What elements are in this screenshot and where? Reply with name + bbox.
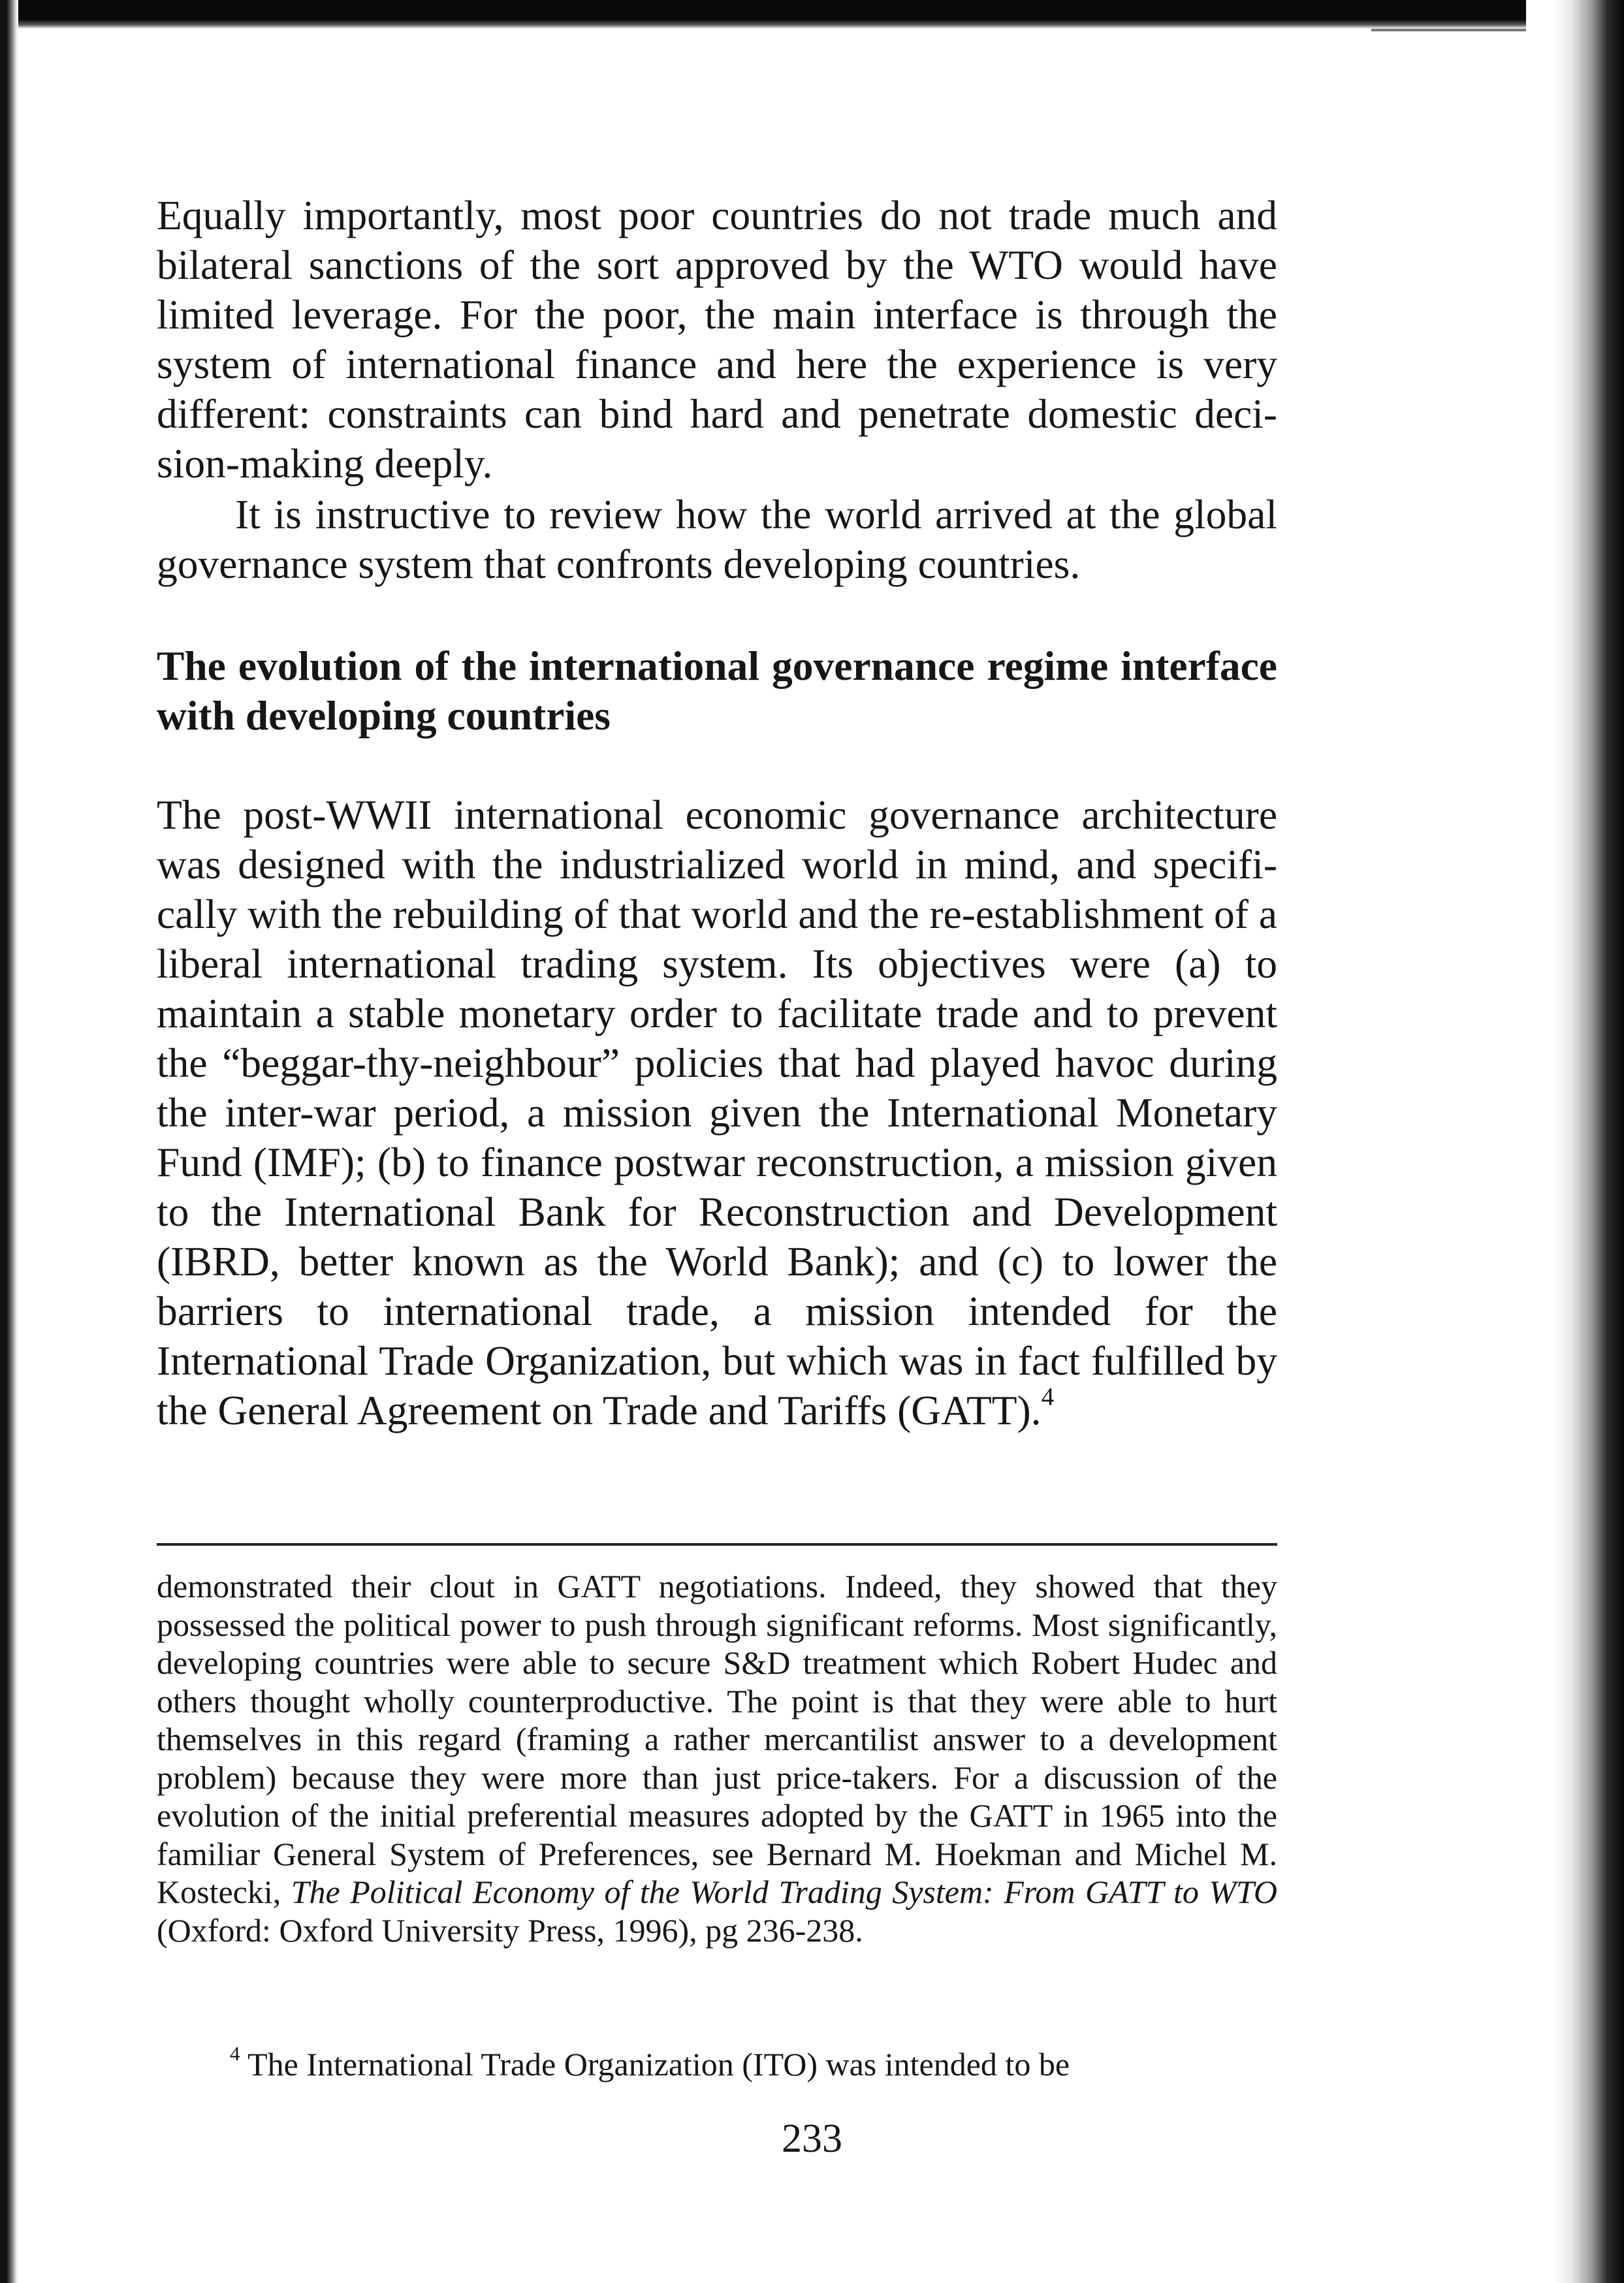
footnote-book-title: The Political Economy of the World Trading System: From GATT to WTO [291, 1874, 1277, 1910]
footnote-continued-text: demonstrated their clout in GATT negotiations. Indeed, they showed that they possessed the political power to push through significant reforms. Most significantly, developing countries were able to secure S&D treatment which Robert Hudec and others thought wholly counterproductive. The point is that they were able to hurt themselves in this regard (framing a rather mercantilist answer to a development problem) because they were more than just price-takers. For a discussion of the evolution of the initial preferential measures adopted by the GATT in 1965 into the familiar General System of Preferences, see Bernard M. Hoekman and Michel M. Kostecki, [157, 1568, 1277, 1910]
body-paragraph-3-text: The post-WWII international economic governance architecture was designed with the industrialized world in mind, and specifically with the rebuilding of that world and the re-establishment of a liberal international trading system. Its objectives were (a) to maintain a stable monetary order to facilitate trade and to prevent the “beggar-thy-neighbour” policies that had played havoc during the inter-war period, a mission given the International Monetary Fund (IMF); (b) to finance postwar reconstruction, a mission given to the International Bank for Reconstruction and Development (IBRD, better known as the World Bank); and (c) to lower the barriers to international trade, a mission intended for the International Trade Organization, but which was in fact fulfilled by the General Agreement on Trade and Tariffs (GATT). [157, 791, 1277, 1433]
scan-left-edge [0, 0, 18, 2283]
scan-right-edge [1526, 0, 1624, 2283]
footnote-4-text: The International Trade Organization (ITO) was intended to be [247, 2046, 1070, 2083]
section-heading: The evolution of the international governance regime interface with developing countries [157, 643, 1277, 739]
footnote-publication: (Oxford: Oxford University Press, 1996), pg 236-238. [157, 1911, 863, 1949]
footnote-ref-4: 4 [1041, 1382, 1055, 1411]
footnote-separator [157, 1543, 1277, 1546]
body-paragraph-2: It is instructive to review how the world arrived at the global governance system that confronts developing countries. [157, 491, 1277, 587]
footnote-4 [157, 2041, 1277, 2084]
scan-top-line [1371, 29, 1528, 31]
body-paragraph-1: Equally importantly, most poor countries do not trade much and bilateral sanctions of the sort approved by the WTO would have limited leverage. For the poor, the main interface is through the system of international finance and here the experience is very different: constraints can bind hard and penetrate domestic decision-making deeply. [157, 192, 1277, 487]
footnote-4-number: 4 [230, 2041, 240, 2065]
page-number: 233 [782, 2116, 842, 2161]
body-paragraph-3 [157, 790, 1277, 1435]
footnote-continued [157, 1567, 1277, 1949]
scan-top-edge [0, 0, 1624, 29]
